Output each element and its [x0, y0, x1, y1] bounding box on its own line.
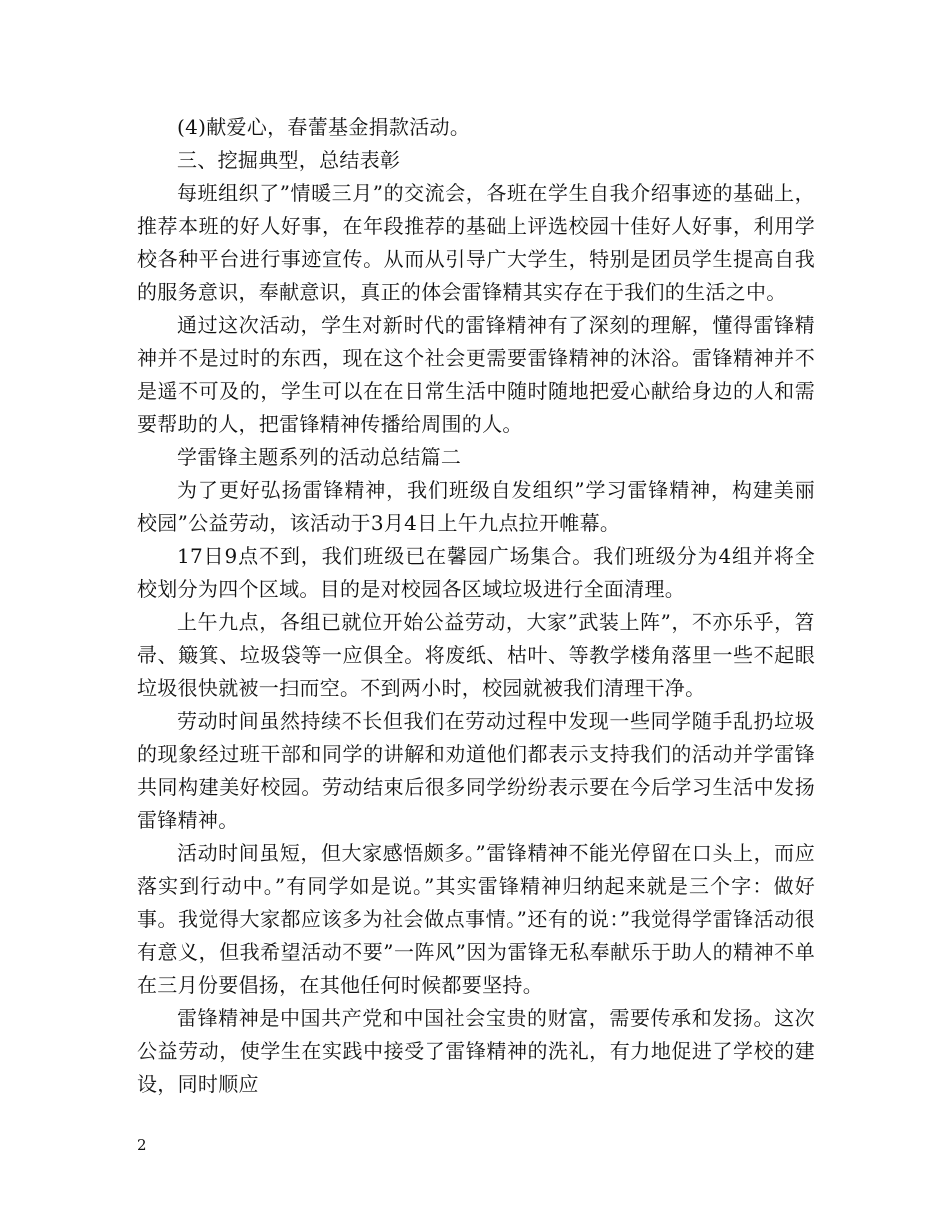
paragraph-activity-effect: 通过这次活动，学生对新时代的雷锋精神有了深刻的理解，懂得雷锋精神并不是过时的东西，现在这个社会更需要雷锋精神的沐浴。雷锋精神并不是遥不可及的，学生可以在在日常生活中随时随地把爱心献给身边的人和需要帮助的人，把雷锋精神传播给周围的人。: [137, 313, 815, 436]
paragraph-cleanup: 上午九点，各组已就位开始公益劳动，大家”武装上阵”，不亦乐乎，笤帚、簸箕、垃圾袋等一应俱全。将废纸、枯叶、等教学楼角落里一些不起眼垃圾很快就被一扫而空。不到两小时，校园就被我们清理干净。: [137, 610, 815, 700]
page-number: 2: [137, 1136, 147, 1154]
paragraph-class-exchange: 每班组织了”情暖三月”的交流会，各班在学生自我介绍事迹的基础上，推荐本班的好人好事，在年段推荐的基础上评选校园十佳好人好事，利用学校各种平台进行事迹宣传。从而从引导广大学生，特别是团员学生提高自我的服务意识，奉献意识，真正的体会雷锋精其实存在于我们的生活之中。: [137, 181, 815, 304]
article-subtitle-part-two: 学雷锋主题系列的活动总结篇二: [177, 445, 462, 469]
section-heading-commendation: 三、挖掘典型，总结表彰: [177, 148, 401, 172]
paragraph-reflections: 活动时间虽短，但大家感悟颇多。”雷锋精神不能光停留在口头上，而应落实到行动中。”有同学如是说。”其实雷锋精神归纳起来就是三个字：做好事。我觉得大家都应该多为社会做点事情。”还有的说：”我觉得学雷锋活动很有意义，但我希望活动不要”一阵风”因为雷锋无私奉献乐于助人的精神不单在三月份要倡扬，在其他任何时候都要坚持。: [137, 841, 815, 997]
paragraph-gathering: 17日9点不到，我们班级已在馨园广场集合。我们班级分为4组并将全校划分为四个区域。目的是对校园各区域垃圾进行全面清理。: [137, 544, 815, 601]
paragraph-observation: 劳动时间虽然持续不长但我们在劳动过程中发现一些同学随手乱扔垃圾的现象经过班干部和同学的讲解和劝道他们都表示支持我们的活动并学雷锋共同构建美好校园。劳动结束后很多同学纷纷表示要在今后学习生活中发扬雷锋精神。: [137, 709, 815, 832]
paragraph-conclusion: 雷锋精神是中国共产党和中国社会宝贵的财富，需要传承和发扬。这次公益劳动，使学生在实践中接受了雷锋精神的洗礼，有力地促进了学校的建设，同时顺应: [137, 1006, 815, 1096]
paragraph-event-intro: 为了更好弘扬雷锋精神，我们班级自发组织”学习雷锋精神，构建美丽校园”公益劳动，该活动于3月4日上午九点拉开帷幕。: [137, 478, 815, 535]
paragraph-donation-item: (4)献爱心，春蕾基金捐款活动。: [177, 115, 471, 139]
document-body: [137, 111, 815, 1101]
